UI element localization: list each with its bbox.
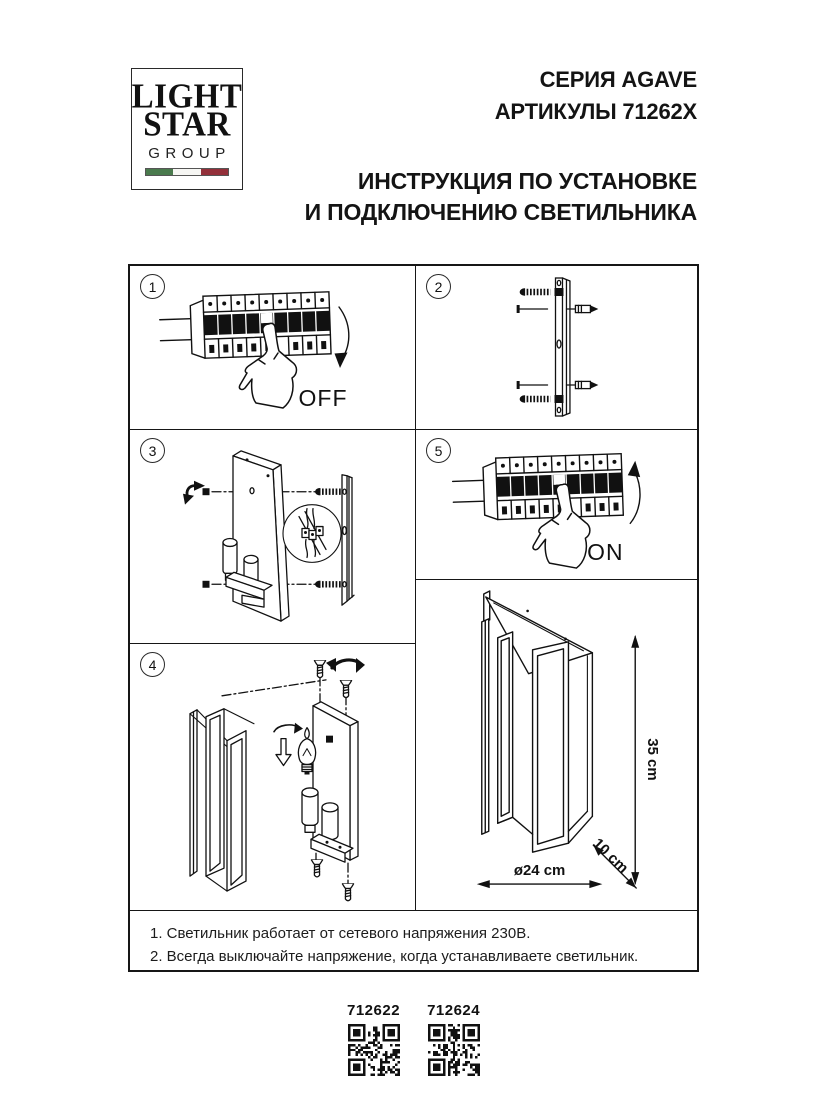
panel-step-1 bbox=[130, 266, 415, 429]
article-code: 712624 bbox=[427, 1002, 481, 1019]
wall-anchor-icon bbox=[566, 305, 598, 312]
panel-fixture-dimensions bbox=[415, 579, 697, 910]
header-instruction-block bbox=[305, 166, 697, 228]
diameter-dimension bbox=[477, 862, 603, 888]
panel-step-2 bbox=[415, 266, 697, 429]
circuit-breaker-icon bbox=[159, 292, 331, 360]
step-number-badge: 5 bbox=[426, 438, 451, 463]
article-column bbox=[427, 1002, 480, 1076]
footer-article-codes bbox=[347, 1002, 480, 1076]
screw-icon bbox=[343, 884, 354, 901]
article-code: 712622 bbox=[347, 1002, 401, 1019]
wiring-detail-circle bbox=[283, 505, 341, 563]
turn-on-arrow-icon bbox=[630, 469, 640, 524]
step-number-badge: 1 bbox=[140, 274, 165, 299]
height-dimension bbox=[631, 635, 661, 885]
instruction-title-line1: ИНСТРУКЦИЯ ПО УСТАНОВКЕ bbox=[357, 168, 697, 194]
turn-off-arrow-icon bbox=[339, 307, 349, 359]
dimension-diameter-label: ø24 cm bbox=[513, 862, 566, 880]
step-number-badge: 2 bbox=[426, 274, 451, 299]
notes-panel bbox=[130, 910, 697, 970]
logo-word-light: LIGHT bbox=[131, 78, 243, 116]
rotate-direction-icon bbox=[326, 658, 365, 673]
wall-strap-icon bbox=[342, 475, 354, 605]
mounting-screw-icon bbox=[520, 289, 550, 295]
finished-fixture-drawing bbox=[416, 580, 697, 910]
logo-word-star: STAR bbox=[143, 106, 231, 144]
series-title: СЕРИЯ AGAVE bbox=[539, 67, 697, 92]
insert-direction-arrow-icon bbox=[276, 739, 291, 766]
screw-icon bbox=[341, 681, 352, 698]
flag-white-segment bbox=[173, 169, 200, 175]
twist-bulb-arrow-icon bbox=[274, 723, 303, 734]
depth-dimension bbox=[589, 835, 636, 888]
lightstar-logo bbox=[131, 68, 243, 190]
long-screw-icon bbox=[517, 305, 548, 313]
instruction-grid bbox=[128, 264, 699, 972]
qr-code bbox=[428, 1024, 480, 1076]
note-line-2: 2. Всегда выключайте напряжение, когда устанавливаете светильник. bbox=[150, 948, 639, 965]
step-number-badge: 4 bbox=[140, 652, 165, 677]
dimension-depth-label: 10 cm bbox=[589, 835, 632, 877]
articles-title: АРТИКУЛЫ 71262X bbox=[494, 99, 697, 124]
flag-red-segment bbox=[201, 169, 228, 175]
screw-icon bbox=[312, 860, 323, 877]
on-label: ON bbox=[587, 539, 624, 566]
article-column bbox=[347, 1002, 400, 1076]
exploded-assembly-drawing bbox=[130, 644, 415, 910]
mounting-strap-icon bbox=[555, 278, 570, 416]
off-label: OFF bbox=[298, 385, 348, 411]
qr-code bbox=[348, 1024, 400, 1076]
step-number-badge: 3 bbox=[140, 438, 165, 463]
mounting-screw-icon bbox=[520, 396, 550, 402]
italian-flag-stripe bbox=[145, 168, 229, 176]
long-screw-icon bbox=[517, 381, 548, 389]
lamp-holder-icon bbox=[302, 788, 318, 832]
dimension-height-label: 35 cm bbox=[644, 738, 662, 781]
wall-anchor-icon bbox=[566, 381, 598, 388]
header-series-block bbox=[495, 64, 697, 128]
shade-frames-icon bbox=[190, 709, 254, 891]
wall-bracket-drawing bbox=[416, 266, 697, 429]
flag-green-segment bbox=[146, 169, 173, 175]
breaker-on-drawing bbox=[416, 430, 697, 579]
note-line-1: 1. Светильник работает от сетевого напряжения 230В. bbox=[150, 925, 531, 942]
panel-step-5 bbox=[415, 429, 697, 579]
lamp-holder-icon bbox=[322, 803, 338, 840]
instruction-title-line2: И ПОДКЛЮЧЕНИЮ СВЕТИЛЬНИКА bbox=[304, 199, 697, 225]
rotate-screw-icon bbox=[183, 481, 205, 505]
sconce-icon bbox=[482, 591, 593, 852]
panel-step-4 bbox=[130, 643, 415, 910]
logo-word-group: GROUP bbox=[148, 145, 231, 162]
panel-step-3 bbox=[130, 429, 415, 643]
screw-icon bbox=[315, 661, 326, 678]
circuit-breaker-icon bbox=[452, 454, 623, 521]
breaker-off-drawing bbox=[130, 266, 415, 429]
backplate-mounting-drawing bbox=[130, 430, 415, 643]
